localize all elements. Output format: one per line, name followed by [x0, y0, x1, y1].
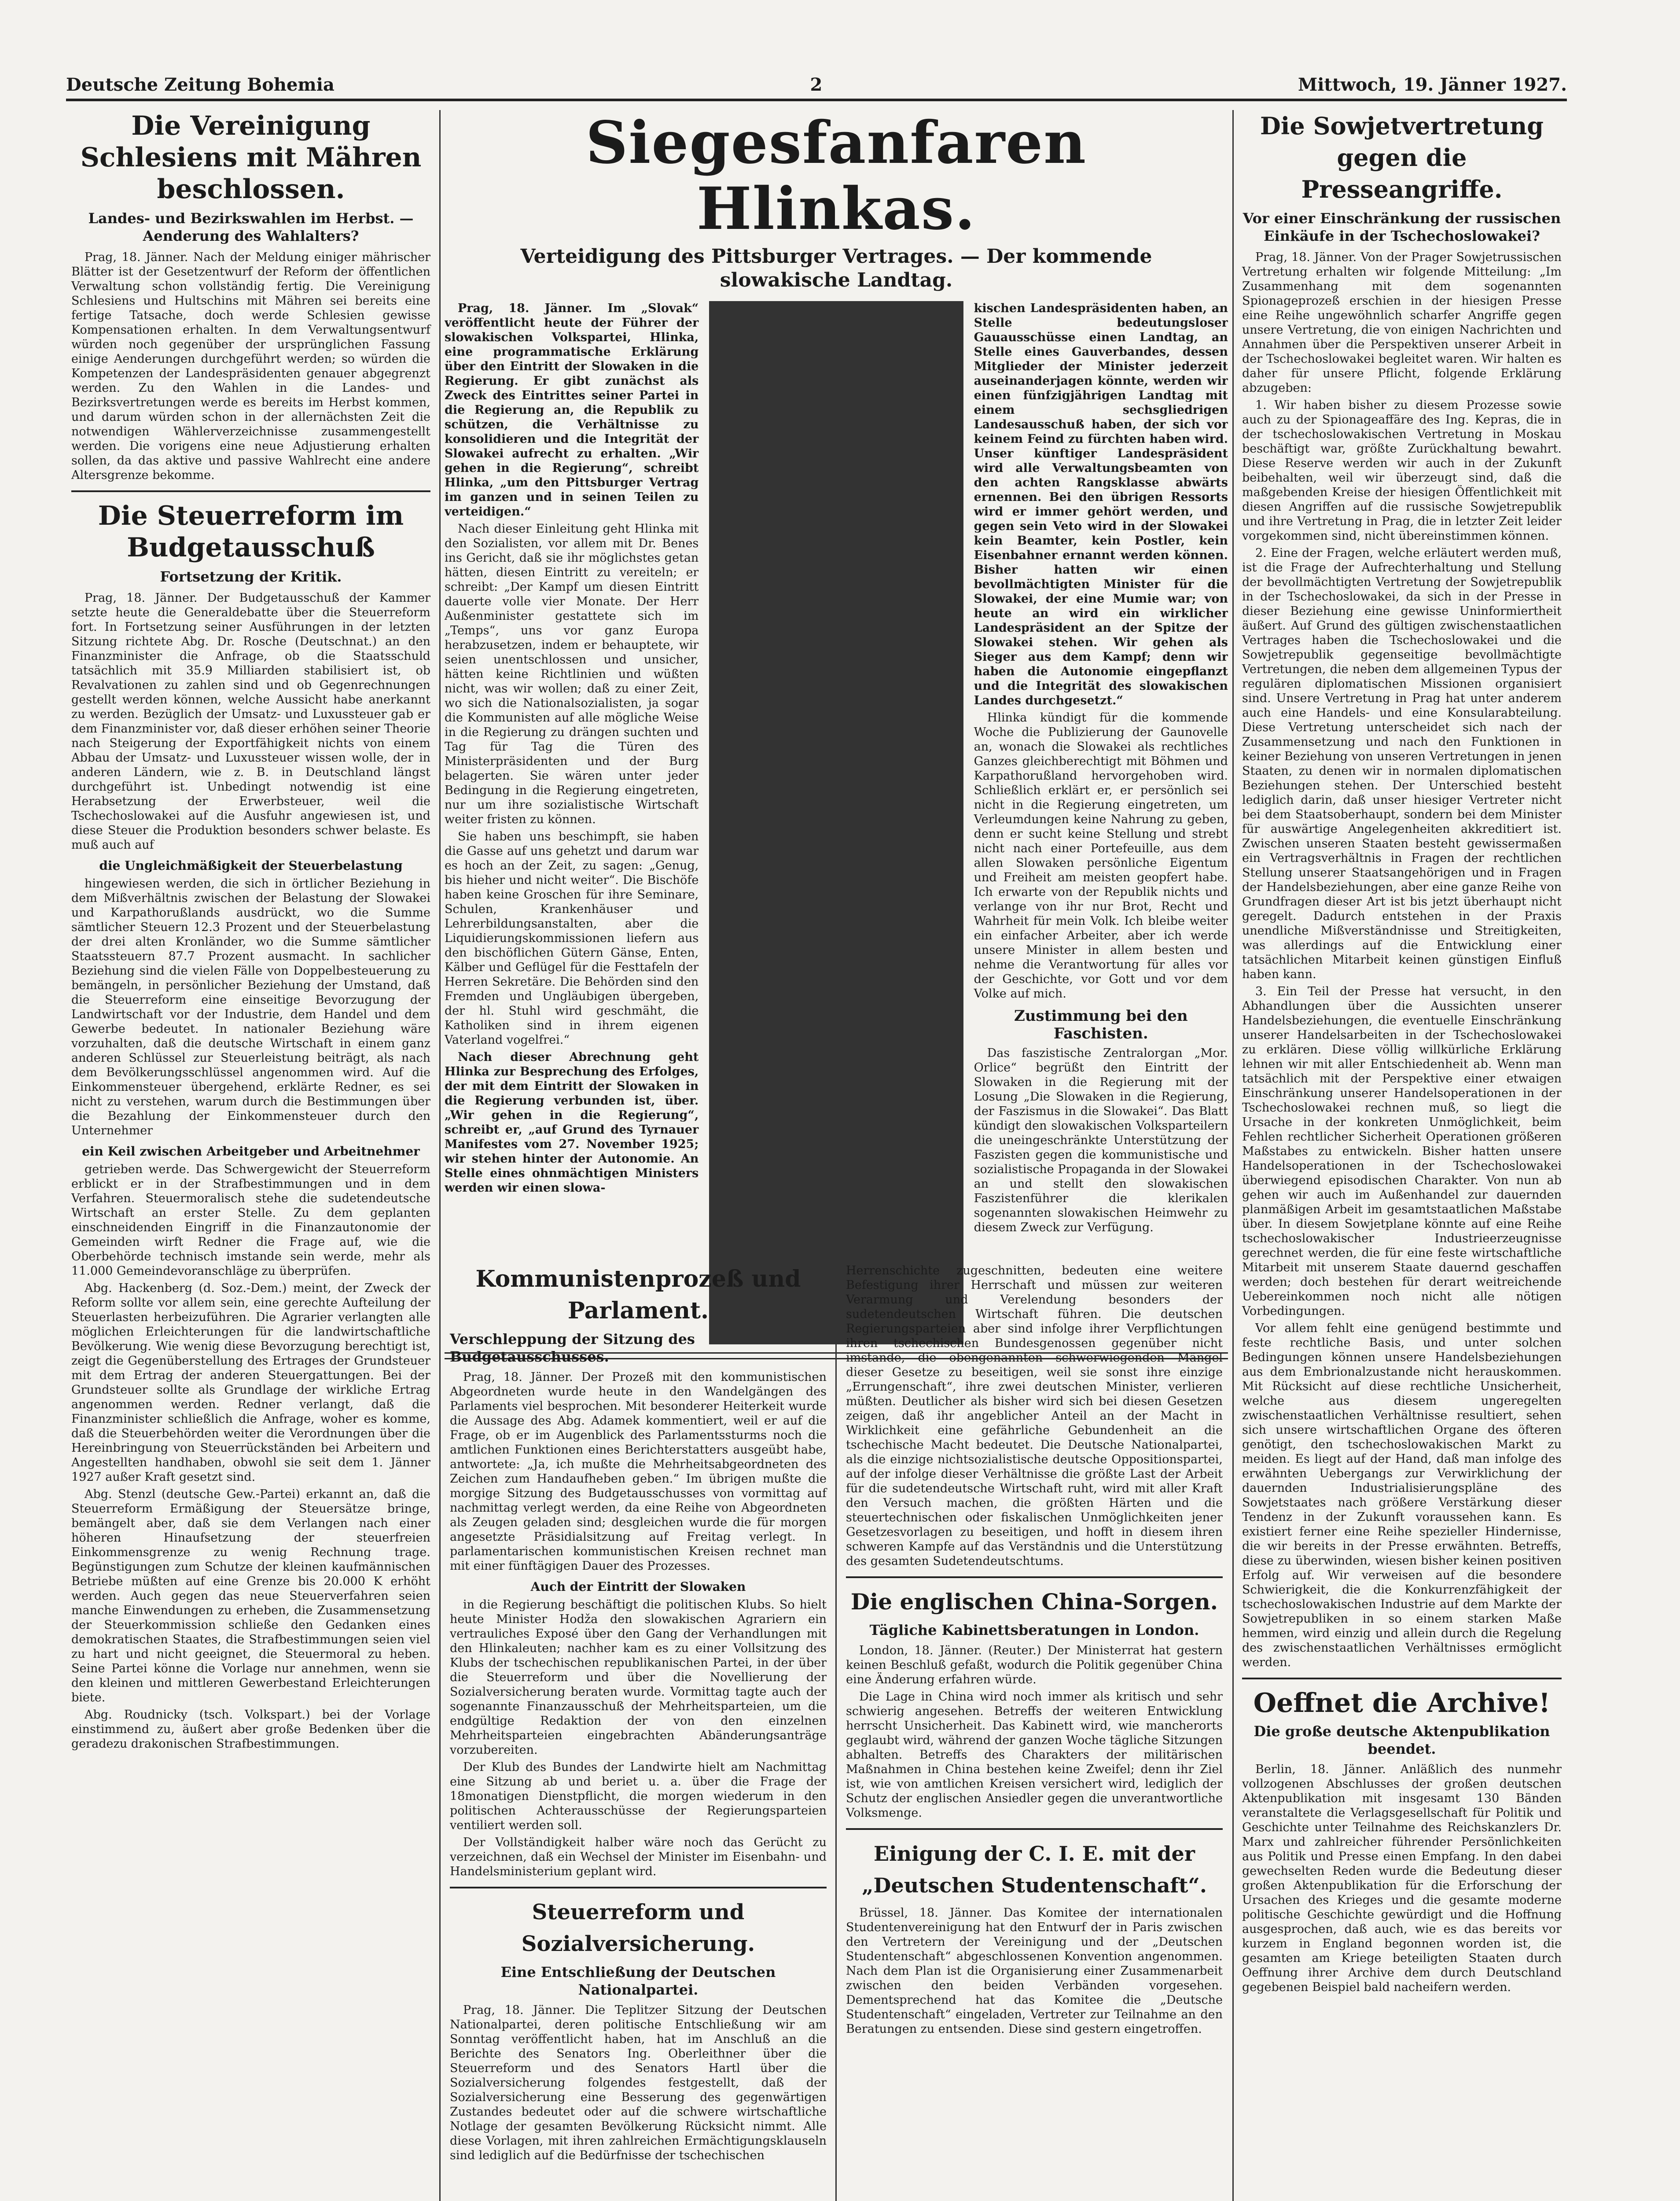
feature-column-right	[974, 301, 1228, 1344]
masthead	[66, 66, 1567, 101]
article-paragraph: Der Klub des Bundes der Landwirte hielt am Nachmittag eine Sitzung ab und beriet u. a. über die Frage der 18monatigen Dienstpflicht, die morgen wiederum in den politischen Achterausschüsse der Regierungsparteien ventiliert werden soll.	[450, 1760, 827, 1832]
article-paragraph: Die Lage in China wird noch immer als kritisch und sehr schwierig angesehen. Betreffs der weiteren Entwicklung herrscht Unsicherheit. Das Kabinett wird, wie mancherorts geglaubt wird, während der ganzen Woche tägliche Sitzungen abhalten. Betreffs des Charakters der militärischen Maßnahmen in China bestehen keine Zweifel; denn ihr Ziel ist, wie von amtlichen Kreisen versichert wird, lediglich der Schutz der englischen Ansiedler gegen die unverantwortliche Volksmenge.	[846, 1690, 1223, 1820]
article-paragraph: 3. Ein Teil der Presse hat versucht, in den Abhandlungen über die Aussichten unserer Handelsbeziehungen, die eventuelle Einschränkung unserer Handelsarbeiten in der Tschechoslowakei zu erklären. Diese völlig willkürliche Erklärung lehnen wir mit aller Entschiedenheit ab. Wenn man tatsächlich mit der Perspektive einer etwaigen Einschränkung unserer Handelsoperationen in der Tschechoslowakei rechnen muß, so liegt die Ursache in der konkreten Unmöglichkeit, beim Fehlen rechtlicher Sicherheit Operationen größeren Maßstabes zu entwickeln. Bisher hatten unsere Handelsoperationen in der Tschechoslowakei überwiegend episodischen Charakter. Von nun ab gehen wir auch im Außenhandel zur dauernden planmäßigen Arbeit im gesamtstaatlichen Maßstabe über. In diesem Sowjetplane könnte auf eine Reihe tschechoslowakischer Industrieerzeugnisse gerechnet werden, die für eine feste wirtschaftliche Mitarbeit mit unserem Staate dauernd geschaffen werden; doch bestehen für derart weitreichende Uebereinkommen noch nicht alle nötigen Vorbedingungen.	[1242, 985, 1562, 1318]
article-subtitle: Tägliche Kabinettsberatungen in London.	[869, 1622, 1199, 1638]
column-center-right	[841, 1263, 1228, 2201]
article-subtitle: Fortsetzung der Kritik.	[160, 568, 342, 585]
masthead-date: Mittwoch, 19. Jänner 1927.	[1298, 74, 1567, 95]
article-paragraph: kischen Landespräsidenten haben, an Stelle bedeutungsloser Gauausschüsse einen Landtag, an Stelle eines Gauverbandes, dessen Mitglieder der Minister jederzeit auseinanderjagen könnte, werden wir einen fünfzigjährigen Landtag mit einem sechsgliedrigen Landesausschuß haben, der sich vor keinem Feind zu fürchten haben wird. Unser künftiger Landespräsident wird alle Verwaltungsbeamten von den achten Rangsklasse abwärts ernennen. Bei den übrigen Ressorts wird er immer gehört werden, und gegen sein Veto wird in der Slowakei kein Beamter, kein Postler, kein Eisenbahner ernannt werden können. Bisher hatten wir einen bevollmächtigten Minister für die Slowakei, der eine Mumie war; von heute an wird ein wirklicher Landespräsident an der Spitze der Slowakei stehen. Wir gehen als Sieger aus dem Kampf; denn wir haben die Autonomie eingepflanzt und die Integrität des slowakischen Landes durchgesetzt.“	[974, 302, 1228, 707]
inline-heading: Zustimmung bei den Faschisten.	[1014, 1007, 1188, 1042]
article-paragraph: Prag, 18. Jänner. Von der Prager Sowjetrussischen Vertretung erhalten wir folgende Mitteilung: „Im Zusammenhang mit dem sogenannten Spionageprozeß erschien in der hiesigen Presse eine Reihe ungewöhnlich scharfer Angriffe gegen unsere Vertretung, die von einigen Nachrichten und Annahmen über die Perspektiven unserer Arbeit in der Tschechoslowakei begleitet waren. Wir halten es daher für unsere Pflicht, folgende Erklärung abzugeben:	[1242, 250, 1562, 395]
article-subtitle: Vor einer Einschränkung der russischen Einkäufe in der Tschechoslowakei?	[1243, 210, 1561, 244]
feature-column-left	[445, 301, 698, 1344]
inline-heading: die Ungleichmäßigkeit der Steuerbelastung	[99, 858, 403, 873]
article-paragraph: Prag, 18. Jänner. Im „Slovak“ veröffentlicht heute der Führer der slowakischen Volkspartei, Hlinka, eine programmatische Erklärung über den Eintritt der Slowaken in die Regierung. Er gibt zunächst als Zweck des Eintrittes seiner Partei in die Regierung an, die Republik zu schützen, die Verhältnisse zu konsolidieren und die Integrität der Slowakei aufrecht zu erhalten. „Wir gehen in die Regierung“, schreibt Hlinka, „um den Pittsburger Vertrag im ganzen und in seinen Teilen zu verteidigen.“	[445, 302, 699, 519]
page-number: 2	[810, 74, 823, 95]
inline-heading: Auch der Eintritt der Slowaken	[530, 1579, 746, 1594]
inline-heading: ein Keil zwischen Arbeitgeber und Arbeitnehmer	[82, 1144, 420, 1159]
article-paragraph: Prag, 18. Jänner. Die Teplitzer Sitzung der Deutschen Nationalpartei, deren politische Entschließung wir am Sonntag veröffentlicht haben, hat im Anschluß an die Berichte des Senators Ing. Oberleithner über die Steuerreform und des Senators Hartl über die Sozialversicherung folgendes festgestellt, daß der Sozialversicherung eine Besserung des gegenwärtigen Zustandes bedeutet oder auf die schwere wirtschaftliche Notlage der gesamten Bevölkerung Rücksicht nimmt. Alle diese Vorlagen, mit ihren zahlreichen Ermächtigungsklauseln sind lediglich auf die Bedürfnisse der tschechischen	[450, 2003, 827, 2162]
article-paragraph: Prag, 18. Jänner. Der Prozeß mit den kommunistischen Abgeordneten wurde heute in den Wandelgängen des Parlaments viel besprochen. Mit besonderer Heiterkeit wurde die Aussage des Abg. Adamek kommentiert, weil er auf die Frage, ob er im Augenblick des Parlamentssturms noch die amtlichen Funktionen eines Berichterstatters ausgeübt habe, antwortete: „Ja, ich mußte die Mehrheitsabgeordneten des Zeichen zum Handaufheben geben.“ Im übrigen mußte die morgige Sitzung des Budgetausschusses von vormittag auf nachmittag verlegt werden, da eine Reihe von Abgeordneten als Zeugen geladen sind; desgleichen wurde die für morgen angesetzte Präsidialsitzung auf Freitag verlegt. In parlamentarischen kommunistischen Kreisen rechnet man mit einer fünftägigen Dauer des Prozesses.	[450, 1370, 827, 1573]
feature-subheadline: Verteidigung des Pittsburger Vertrages. — Der kommende slowakische Landtag.	[520, 245, 1152, 291]
newspaper-page	[66, 66, 1567, 2201]
column-rule	[1232, 110, 1234, 2201]
article-paragraph: Nach dieser Abrechnung geht Hlinka zur Besprechung des Erfolges, der mit dem Eintritt der Slowaken in die Regierung verbunden ist, über. „Wir gehen in die Regierung“, schreibt er, „auf Grund des Tyrnauer Manifestes vom 27. November 1925; wir stehen hinter der Autonomie. An Stelle eines ohnmächtigen Ministers werden wir einen slowa-	[445, 1050, 699, 1195]
column-rule	[835, 1263, 837, 2201]
article-paragraph: Prag, 18. Jänner. Nach der Meldung einiger mährischer Blätter ist der Gesetzentwurf der Reform der öffentlichen Verwaltung schon vollständig fertig. Die Vereinigung Schlesiens und Hultschins mit Mähren sei bereits eine fertige Tatsache, doch werde Schlesien gewisse Kompensationen erhalten. In dem Verwaltungsentwurf würden noch gegenüber der ursprünglichen Fassung einige Aenderungen durchgeführt werden; so würden die Kompetenzen der Landespräsidenten genauer abgegrenzt werden. Zu den Wahlen in die Landes- und Bezirksvertretungen werde es bereits im Herbst kommen, und darum würden schon in der allernächsten Zeit die notwendigen Wählerverzeichnisse zusammengestellt werden. Die vorigens eine neue Adjustierung erhalten sollen, da das aktive und passive Wahlrecht eine andere Altersgrenze bekomme.	[71, 250, 430, 482]
article-paragraph: Nach dieser Einleitung geht Hlinka mit den Sozialisten, vor allem mit Dr. Benes ins Gericht, daß sie ihr möglichstes getan hätten, diesen Eintritt zu vereiteln; er schreibt: „Der Kampf um diesen Eintritt dauerte volle vier Monate. Der Herr Außenminister gestattete sich im „Temps“, uns vor ganz Europa herabzusetzen, indem er behauptete, wir seien unentschlossen und unsicher, hätten keine Richtlinien und wüßten nicht, was wir wollen; daß zu einer Zeit, wo sich die Nationalsozialisten, ja sogar die Kommunisten auf alle mögliche Weise in die Regierung zu drängen suchten und Tag für Tag die Türen des Ministerpräsidenten und der Burg belagerten. Sie wären unter jeder Bedingung in die Regierung eingetreten, nur um ihre sozialistische Wirtschaft weiter fristen zu können.	[445, 522, 699, 826]
article-paragraph: hingewiesen werden, die sich in örtlicher Beziehung in dem Mißverhältnis zwischen der Belastung der Slowakei und Karpathorußlands ausdrückt, wo die Summe sämtlicher Steuern 12.3 Prozent und der Steuerbelastung der drei alten Kronländer, wo die Summe sämtlicher Staatssteuern 87.7 Prozent ausmacht. In sachlicher Beziehung sind die vielen Fälle von Doppelbesteuerung zu bemängeln, in persönlicher Beziehung der Umstand, daß die Steuerreform eine einseitige Bevorzugung der Landwirtschaft vor der Industrie, dem Handel und dem Gewerbe bedeutet. In nationaler Beziehung wäre vorzuhalten, daß die deutsche Wirtschaft in einem ganz anderen Schlüssel zur Steuerleistung beiträgt, als nach dem Bevölkerungsschlüssel angenommen wird. Auf die Einkommensteuer übergehend, erklärte Redner, es sei nicht zu verstehen, warum durch die Bestimmungen über die Bezahlung der Einkommensteuer durch den Unternehmer	[71, 877, 430, 1137]
article-paragraph: Berlin, 18. Jänner. Anläßlich des nunmehr vollzogenen Abschlusses der großen deutschen Aktenpublikation mit insgesamt 130 Bänden veranstaltete die Verlagsgesellschaft für Politik und Geschichte unter Teilnahme des Reichskanzlers Dr. Marx und zahlreicher führender Persönlichkeiten aus Politik und Presse einen Empfang. In den dabei gewechselten Reden wurde die Bedeutung dieser großen Aktenpublikation für die Erforschung der Ursachen des Krieges und die gesamte moderne politische Geschichte gewürdigt und die Hoffnung ausgesprochen, daß auch, wie es das bereits vor kurzem in England begonnen worden ist, die gesamten am Kriege beteiligten Staaten durch Oeffnung ihrer Archive dem durch Deutschland gegebenen Beispiel bald nacheifern werden.	[1242, 1763, 1562, 1994]
column-center-left	[445, 1263, 832, 2201]
article-paragraph: getrieben werde. Das Schwergewicht der Steuerreform erblickt er in der Strafbestimmungen und in dem Verfahren. Steuermoralisch stehe die sudetendeutsche Wirtschaft an erster Stelle. Zu dem geplanten einschneidenden Eingriff in die Finanzautonomie der Gemeinden wirft Redner die Frage auf, wie die Oberbehörde technisch imstande sein werde, mehr als 11.000 Gemeindevoranschläge zu überprüfen.	[71, 1163, 430, 1278]
article-title: Die Sowjetvertretung gegen die Presseangriffe.	[1260, 112, 1544, 203]
article-subtitle: Verschleppung der Sitzung des Budgetausschusses.	[450, 1331, 695, 1365]
article-divider	[846, 1576, 1223, 1578]
masthead-paper-name: Deutsche Zeitung Bohemia	[66, 74, 335, 95]
feature-headline: Siegesfanfaren Hlinkas.	[585, 109, 1087, 243]
article-title: Einigung der C. I. E. mit der „Deutschen Studentenschaft“.	[862, 1842, 1207, 1897]
article-divider	[1242, 1678, 1562, 1679]
article-title: Oeffnet die Archive!	[1253, 1688, 1551, 1719]
article-paragraph: Vor allem fehlt eine genügend bestimmte und feste rechtliche Basis, und unter solchen Bedingungen können unsere Handelsbeziehungen aus dem Embrionalzustande nicht herauskommen. Mit Rücksicht auf diese rechtliche Unsicherheit, welche aus diesem ungeregelten zwischenstaatlichen Verhältnisse resultiert, sehen sich unsere wirtschaftlichen Organe des öfteren genötigt, den tschechoslowakischen Markt zu meiden. Es liegt auf der Hand, daß man infolge des erwähnten Uebergangs zur Verwirklichung der dauernden Industrialisierungspläne des Sowjetstaates nach größere Verstärkung dieser Tendenz in der Zukunft voraussehen kann. Es existiert ferner eine Reihe spezieller Hindernisse, die wir bereits in der Presse erwähnten. Betreffs, diese zu überwinden, wiesen bisher keinen positiven Erfolg auf. Wir verweisen auf die besondere Schwierigkeit, die die Konkurrenzfähigkeit der tschechoslowakischen Industrie auf dem Markte der Sowjetrepubliken in so einem starken Maße hemmen, wird einzig und allein durch die Regelung des zwischenstaatlichen Verhältnisses ermöglicht werden.	[1242, 1321, 1562, 1669]
article-divider	[846, 1828, 1223, 1830]
article-paragraph: Abg. Hackenberg (d. Soz.-Dem.) meint, der Zweck der Reform sollte vor allem sein, eine gerechte Aufteilung der Steuerlasten herbeizuführen. Die Agrarier verlangten alle möglichen Erleichterungen für die landwirtschaftliche Bevölkerung. Wie wenig diese Bevorzugung berechtigt ist, zeigt die Gegenüberstellung des Ertrages der Grundsteuer mit dem Ertrag der anderen Steuergattungen. Bei der Grundsteuer sollte als Grundlage der wirkliche Ertrag angenommen werden. Redner verlangt, daß die Finanzminister schließlich die Anfrage, woher es komme, daß die Steuerbehörden weiter die Verordnungen über die Hereinbringung von Steuerrückständen bei Arbeitern und Angestellten handhaben, obwohl sie seit dem 1. Jänner 1927 außer Kraft gesetzt sind.	[71, 1281, 430, 1484]
column-left	[66, 110, 436, 2201]
article-paragraph: Sie haben uns beschimpft, sie haben die Gasse auf uns gehetzt und darum war es hoch an der Zeit, zu sagen: „Genug, bis hieher und nicht weiter“. Die Bischöfe haben keine Groschen für ihre Seminare, Schulen, Krankenhäuser und Lehrerbildungsanstalten, aber die Liquidierungskommissionen liefern aus den bischöflichen Gütern Gänse, Enten, Kälber und Geflügel für die Festtafeln der Herren Sekretäre. Die Behörden sind den Fremden und Ungläubigen übergeben, der hl. Stuhl wird geschmäht, die Katholiken sind in ihrem eigenen Vaterland vogelfrei.“	[445, 830, 699, 1047]
feature-article	[445, 110, 1228, 1367]
article-paragraph: Herrenschichte zugeschnitten, bedeuten eine weitere Befestigung ihrer Herrschaft und müssen zur weiteren Verarmung und Verelendung besonders der sudetendeutschen Wirtschaft führen. Die deutschen Regierungsparteien aber sind infolge ihrer Verpflichtungen ihren tschechischen Bundesgenossen gegenüber nicht imstande, die obengenannten schwerwiegenden Mängel dieser Gesetze zu beseitigen, weil sie sonst ihre einzige „Errungenschaft“, ihre zwei deutschen Minister, verlieren müßten. Deutlicher als bisher wird sich bei diesen Gesetzen zeigen, daß ihr angeblicher Anteil an der Macht in Wirklichkeit eine gefährliche Gebundenheit an die tschechische Macht bedeutet. Die Deutsche Nationalpartei, als die einzige nichtsozialistische deutsche Oppositionspartei, auf der infolge dieser Verhältnisse die größte Last der Arbeit für die sudetendeutsche Wirtschaft ruht, wird mit aller Kraft den Versuch machen, die größten Härten und die steuertechnischen oder fiskalischen Unmöglichkeiten jener Gesetzesvorlagen zu beseitigen, und hofft in diesem ihren schweren Kampfe auf das Verständnis und die Unterstützung des gesamten Sudetendeutschtums.	[846, 1264, 1223, 1568]
article-paragraph: Das faszistische Zentralorgan „Mor. Orlice“ begrüßt den Eintritt der Slowaken in die Regierung mit der Losung „Die Slowaken in die Regierung, der Faszismus in die Slowakei“. Das Blatt kündigt den slowakischen Volksparteilern die uneingeschränkte Unterstützung der Faszisten gegen die kommunistische und sozialistische Propaganda in der Slowakei an und stellt den slowakischen Faszistenführer die klerikalen sogenannten slowakischen Heimwehr zu diesem Zweck zur Verfügung.	[974, 1046, 1228, 1234]
article-paragraph: 2. Eine der Fragen, welche erläutert werden muß, ist die Frage der Aufrechterhaltung und Stellung der bevollmächtigten Vertretung der Sowjetrepublik in der Tschechoslowakei, da sich in der Presse in dieser Beziehung eine gewisse Uninformiertheit äußert. Auf Grund des gültigen zwischenstaatlichen Vertrages haben die Tschechoslowakei und die Sowjetrepublik gegenseitige bevollmächtigte Vertretungen, die neben dem allgemeinen Typus der regulären diplomatischen Missionen organisiert sind. Unsere Vertretung in Prag hat unter anderem auch eine Handels- und eine Konsularabteilung. Diese Vertretung unterscheidet sich nach der Zusammensetzung und nach den Funktionen in keiner Beziehung von unseren Vertretungen in jenen Staaten, zu denen wir in normalen diplomatischen Beziehungen stehen. Der Unterschied besteht lediglich darin, daß unser hiesiger Vertreter nicht bei dem Staatsoberhaupt, sondern bei dem Minister für auswärtige Angelegenheiten akkreditiert ist. Zwischen unseren Staaten besteht gewissermaßen ein Vertragsverhältnis in Fragen der rechtlichen Stellung unserer Staatsangehörigen und in Fragen der Handelsbeziehungen, aber eine ganze Reihe von Grundfragen dieser Art ist bis jetzt überhaupt nicht geregelt. Dadurch entstehen in der Praxis unendliche Mißverständnisse und Streitigkeiten, was allerdings auf die Entwicklung einer tatsächlichen Mitarbeit keinen günstigen Einfluß haben kann.	[1242, 546, 1562, 981]
column-rule	[439, 110, 441, 2201]
article-paragraph: Prag, 18. Jänner. Der Budgetausschuß der Kammer setzte heute die Generaldebatte über die Steuerreform fort. In Fortsetzung seiner Ausführungen in der letzten Sitzung richtete Abg. Dr. Rosche (Deutschnat.) an den Finanzminister die Anfrage, ob die Staatsschuld tatsächlich mit 35.9 Milliarden stabilisiert ist, ob Revalvationen zu zahlen sind und ob Gegenrechnungen gestellt werden können, welche Aussicht habe anerkannt zu werden. Bezüglich der Umsatz- und Luxussteuer gab er dem Finanzminister vor, daß dieser erhöhen seiner Theorie nach Steigerung der Exportfähigkeit nichts von einem Abbau der Umsatz- und Luxussteuer wissen wolle, der in anderen Ländern, wie z. B. in Deutschland längst durchgeführt ist. Unbedingt notwendig ist eine Herabsetzung der Erwerbsteuer, weil die Tschechoslowakei auf die Ausfuhr angewiesen ist, und diese Steuer die Produktion besonders schwer belaste. Es muß auch auf	[71, 591, 430, 852]
column-right	[1237, 110, 1567, 2201]
article-paragraph: 1. Wir haben bisher zu diesem Prozesse sowie auch zu der Spionageaffäre des Ing. Kepras, die in der tschechoslowakischen Vertretung in Moskau beschäftigt war, größte Zurückhaltung bewahrt. Diese Reserve werden wir auch in der Zukunft beibehalten, weil wir überzeugt sind, daß die maßgebenden Kreise der hiesigen Öffentlichkeit mit diesen Angriffen auf die russische Sowjetrepublik und ihre Vertretung in Prag, die in letzter Zeit leider vorgekommen sind, nicht übereinstimmen können.	[1242, 398, 1562, 543]
article-title: Steuerreform und Sozialversicherung.	[521, 1900, 755, 1956]
feature-columns	[445, 301, 1228, 1344]
article-paragraph: in die Regierung beschäftigt die politischen Klubs. So hielt heute Minister Hodža den slowakischen Agrariern ein vertrauliches Exposé über den Gang der Verhandlungen mit den Hlinkaleuten; nachher kam es zu einer Vollsitzung des Klubs der tschechischen republikanischen Partei, in der über die Steuerreform und über die Novellierung der Sozialversicherung beraten wurde. Vormittag tagte auch der sogenannte Finanzausschuß der Mehrheitsparteien, um die endgültige Redaktion der von den einzelnen Mehrheitsparteien eingebrachten Abänderungsanträge vorzubereiten.	[450, 1598, 827, 1757]
article-subtitle: Eine Entschließung der Deutschen Nationalpartei.	[500, 1964, 776, 1998]
article-paragraph: Brüssel, 18. Jänner. Das Komitee der internationalen Studentenvereinigung hat den Entwurf der in Paris zwischen den Vertretern der Vereinigung und der „Deutschen Studentenschaft“ abgeschlossenen Konvention angenommen. Nach dem Plan ist die Organisierung einer Zusammenarbeit zwischen den beiden Verbänden vorgesehen. Dementsprechend hat das Komitee die „Deutsche Studentenschaft“ eingeladen, Vertreter zur Teilnahme an den Beratungen zu entsenden. Diese sind gestern eingetroffen.	[846, 1906, 1223, 2036]
article-divider	[71, 490, 430, 492]
article-title: Die Vereinigung Schlesiens mit Mähren beschlossen.	[80, 110, 422, 205]
article-subtitle: Die große deutsche Aktenpublikation beendet.	[1254, 1723, 1550, 1757]
article-paragraph: Abg. Roudnicky (tsch. Volkspart.) bei der Vorlage einstimmend zu, äußert aber große Bedenken über die geradezu drakonischen Strafbestimmungen.	[71, 1708, 430, 1751]
article-title: Kommunistenprozeß und Parlament.	[475, 1266, 801, 1324]
article-title: Die Steuerreform im Budgetausschuß	[98, 501, 404, 563]
article-paragraph: Hlinka kündigt für die kommende Woche die Publizierung der Gaunovelle an, wonach die Slowakei als rechtliches Ganzes gleichberechtigt mit Böhmen und Karpathorußland hervorgehoben wird. Schließlich erklärt er, er persönlich sei nicht in die Regierung eingetreten, um Verleumdungen keine Nahrung zu geben, denn er sucht keine Stellung und strebt nicht nach einer Portefeuille, aus dem allen Slowaken persönliche Eigentum und Freiheit am meisten geopfert habe. Ich erwarte von der Republik nichts und verlange von ihr nur Brot, Recht und Wahrheit für mein Volk. Ich bleibe weiter ein einfacher Arbeiter, aber ich werde unsere Minister in allem besten und nehme die Verantwortung für alles vor der Geschichte, vor Gott und vor dem Volke auf mich.	[974, 711, 1228, 1001]
article-divider	[450, 1887, 827, 1888]
article-paragraph: Abg. Stenzl (deutsche Gew.-Partei) erkannt an, daß die Steuerreform Ermäßigung der Steuersätze bringe, bemängelt aber, daß sie dem Verlangen nach einer höheren Hinaufsetzung der steuerfreien Einkommensgrenze zu wenig Rechnung trage. Begünstigungen zum Schutze der kleinen kaufmännischen Betriebe müßten auf eine Grenze bis 20.000 K erhöht werden. Auch gegen das neue Steuerverfahren seien manche Einwendungen zu erheben, die Zusammensetzung der Steuerkommission schließe den Gedanken eines demokratischen Staates, die Strafbestimmungen seien viel zu hart und nicht geeignet, die Steuermoral zu heben. Seine Partei könne die Vorlage nur annehmen, wenn sie den kleinen und mittleren Gewerbestand Erleichterungen biete.	[71, 1487, 430, 1704]
article-title: Die englischen China-Sorgen.	[850, 1589, 1218, 1615]
article-paragraph: London, 18. Jänner. (Reuter.) Der Ministerrat hat gestern keinen Beschluß gefaßt, wodurch die Politik gegenüber China eine Änderung erfahren würde.	[846, 1644, 1223, 1686]
article-subtitle: Landes- und Bezirkswahlen im Herbst. — Aenderung des Wahlalters?	[88, 210, 414, 244]
column-rule	[709, 301, 963, 1344]
article-paragraph: Der Vollständigkeit halber wäre noch das Gerücht zu verzeichnen, daß ein Wechsel der Minister im Eisenbahn- und Handelsministerium geplant wird.	[450, 1836, 827, 1878]
